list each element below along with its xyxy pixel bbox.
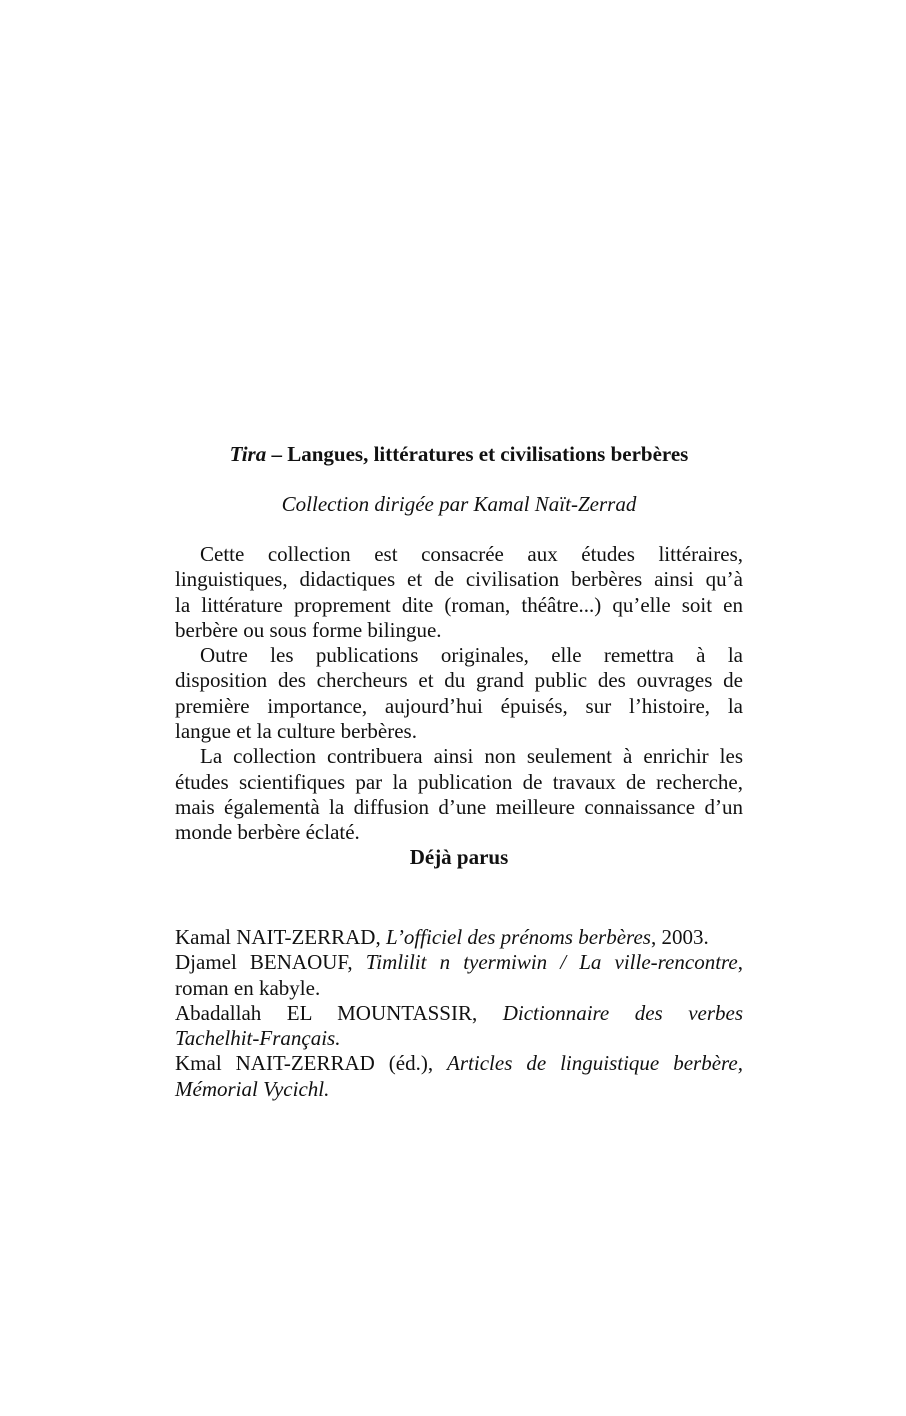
list-item [175,1051,743,1102]
entry-author: Djamel BENAOUF, [175,950,366,975]
entry-title: L’officiel des prénoms berbères [385,925,651,949]
paragraph [175,643,743,744]
text-line: monde berbère éclaté. [175,820,360,845]
text-line: berbère ou sous forme bilingue. [175,617,442,642]
entry-author: Kmal NAIT-ZERRAD (éd.), [175,1051,448,1076]
entry-title: Articles de linguistique berbère, [447,1051,743,1076]
series-name: Tira [229,442,267,466]
list-item [175,1001,743,1052]
paragraph [175,744,743,845]
entry-title: Timlilit n tyermiwin / La ville-rencontre [365,950,738,975]
entry-rest: , [737,950,743,975]
text-line: études scientifiques par la publication de travaux de recherche, [175,769,743,794]
published-heading [175,845,743,870]
entry-title-continuation: Tachelhit-Français. [175,1026,341,1051]
list-item [175,925,743,950]
entry-rest: , 2003. [650,925,709,949]
text-line: première importance, aujourd’hui épuisés, sur l’histoire, la [175,693,743,718]
text-line: La collection contribuera ainsi non seulement à enrichir les [200,744,743,769]
list-item [175,950,743,1001]
series-title [175,442,743,467]
text-line: langue et la culture berbères. [175,719,417,744]
text-line: la littérature proprement dite (roman, théâtre...) qu’elle soit en [175,592,743,617]
entry-author: Abadallah EL MOUNTASSIR, [175,1000,503,1025]
published-heading-text: Déjà parus [409,845,509,869]
series-title-rest: – Langues, littératures et civilisations berbères [266,442,689,466]
text-line: disposition des chercheurs et du grand public des ouvrages de [175,668,743,693]
subtitle-text: Collection dirigée par Kamal Naït-Zerrad [281,492,637,516]
text-line: Cette collection est consacrée aux études littéraires, [200,542,743,566]
entry-author: Kamal NAIT-ZERRAD, [175,925,386,949]
entry-title-continuation: Mémorial Vycichl. [175,1076,330,1101]
series-subtitle [175,492,743,517]
text-line: Outre les publications originales, elle remettra à la [200,643,743,668]
description [175,542,743,846]
published-list [175,925,743,1102]
paragraph [175,542,743,643]
text-line: linguistiques, didactiques et de civilisation berbères ainsi qu’à [175,567,743,592]
text-line: mais égalementà la diffusion d’une meilleure connaissance d’un [175,794,743,819]
entry-continuation: roman en kabyle. [175,975,321,1000]
entry-title: Dictionnaire des verbes [502,1000,743,1025]
